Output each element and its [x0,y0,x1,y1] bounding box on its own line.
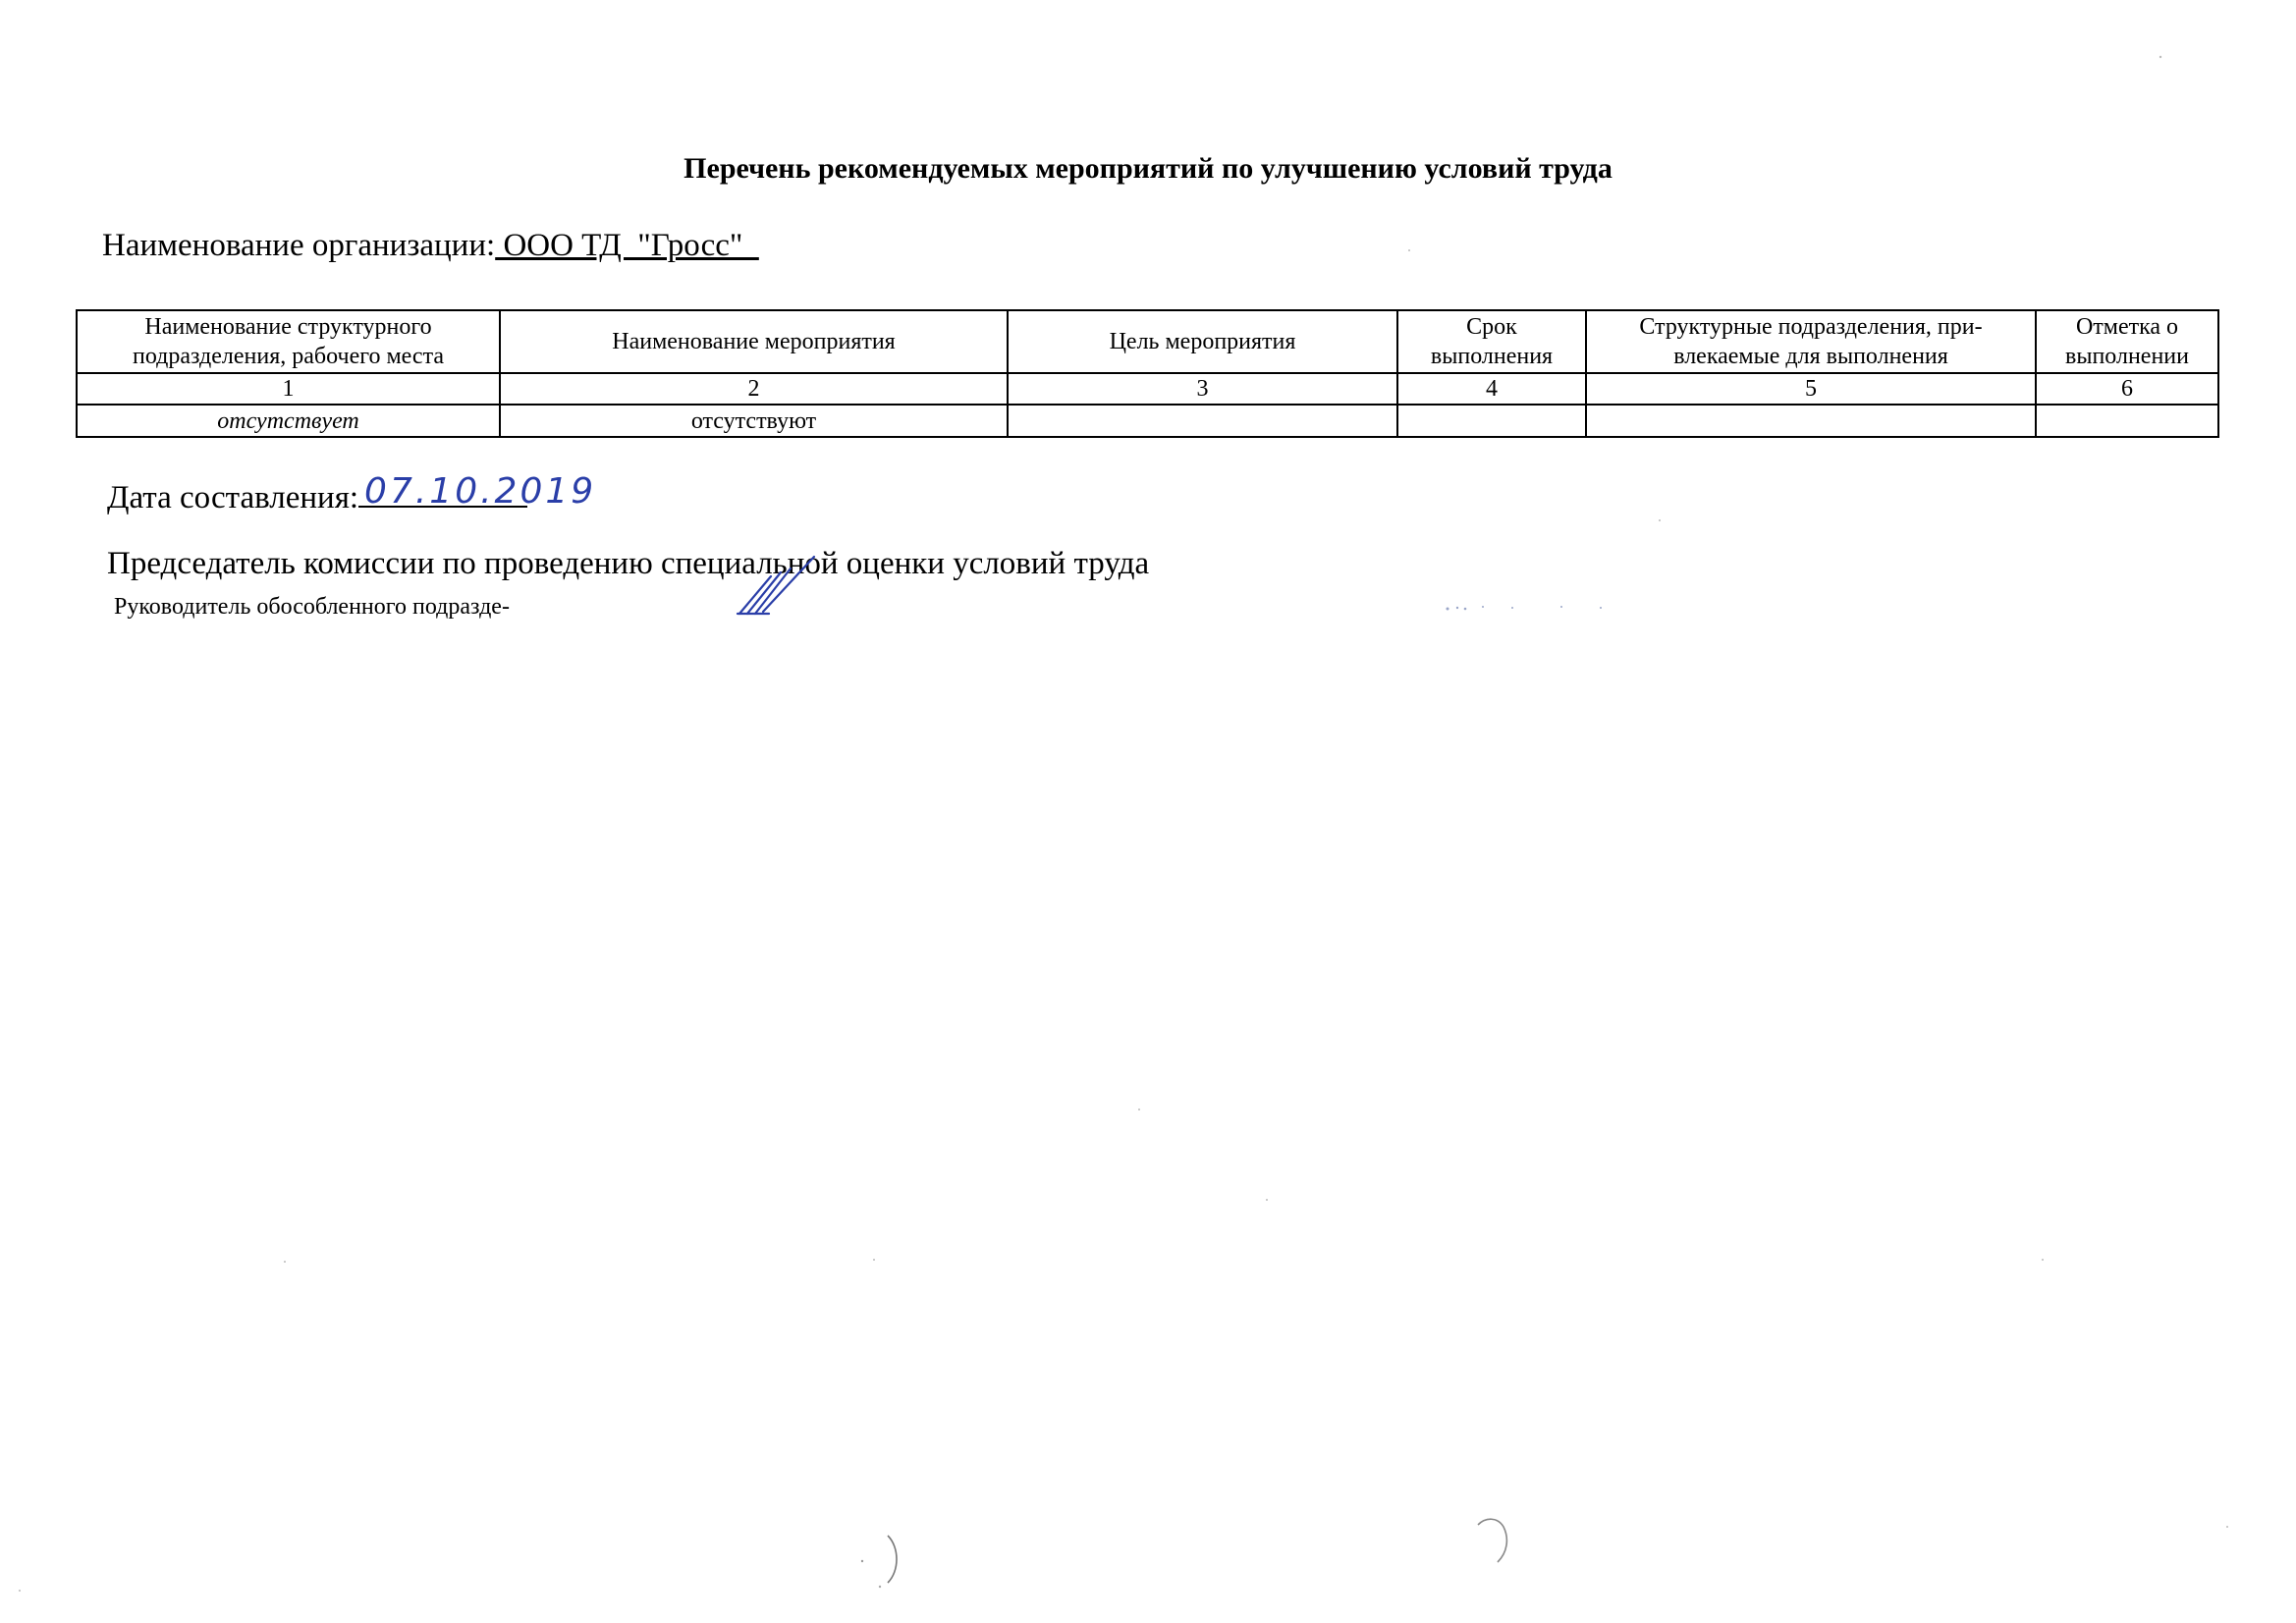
commission-chair-line: Председатель комиссии по проведению специальной оценки условий труда [107,546,1150,581]
document-title: Перечень рекомендуемых мероприятий по улучшению условий труда [683,152,1613,185]
header-measure: Наименование мероприятия [500,310,1008,373]
header-workplace: Наименование структурного подразделения, рабочего места [77,310,500,373]
column-number: 6 [2036,373,2218,405]
handwritten-date: 07.10.2019 [364,471,597,512]
table-cell: отсутствуют [500,405,1008,437]
organization-name: ООО ТД "Гросс" [495,228,759,263]
column-number: 3 [1008,373,1397,405]
table-cell: отсутствует [77,405,500,437]
header-goal: Цель мероприятия [1008,310,1397,373]
date-label: Дата составления: [107,480,359,515]
chair-role: Руководитель обособленного подразде- [114,594,510,620]
organization-label: Наименование организации: [102,228,496,263]
column-number: 2 [500,373,1008,405]
column-number: 4 [1397,373,1586,405]
header-deadline: Срок выполнения [1397,310,1586,373]
column-number: 5 [1586,373,2036,405]
header-completion-mark: Отметка о выполнении [2036,310,2218,373]
header-departments: Структурные подразделения, при-влекаемые для выполнения [1586,310,2036,373]
column-number: 1 [77,373,500,405]
